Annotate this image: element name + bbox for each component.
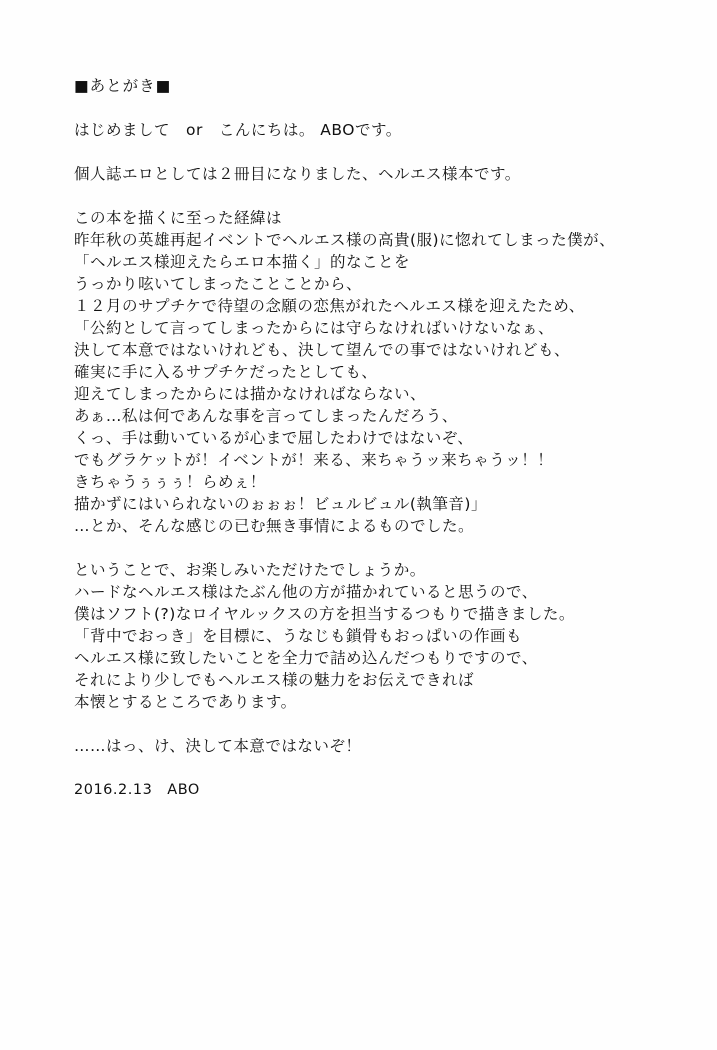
text-line: ヘルエス様に致したいことを全力で詰め込んだつもりですので、 bbox=[74, 649, 538, 667]
spacer bbox=[74, 537, 694, 559]
afterword-title: ■あとがき■ bbox=[74, 77, 172, 95]
text-line: この本を描くに至った経緯は bbox=[74, 209, 283, 227]
text-line: ということで、お楽しみいただけたでしょうか。 bbox=[74, 561, 426, 579]
text-line: 本懐とするところであります。 bbox=[74, 693, 297, 711]
text-line: １２月のサプチケで待望の念願の恋焦がれたヘルエス様を迎えたため、 bbox=[74, 297, 585, 315]
text-line: それにより少しでもヘルエス様の魅力をお伝えできれば bbox=[74, 671, 475, 689]
text-line: でもグラケットが！イベントが！来る、来ちゃうッ来ちゃうッ！！ bbox=[74, 451, 554, 469]
text-line: 「ヘルエス様迎えたらエロ本描く」的なことを bbox=[74, 253, 411, 271]
spacer bbox=[74, 757, 694, 779]
intro-line: 個人誌エロとしては２冊目になりました、ヘルエス様本です。 bbox=[74, 165, 521, 183]
text-line: 迎えてしまったからには描かなければならない、 bbox=[74, 385, 427, 403]
signature-date: 2016.2.13 ABO bbox=[74, 782, 200, 798]
text-line: 「公約として言ってしまったからには守らなければいけないなぁ、 bbox=[74, 319, 555, 337]
text-line: 僕はソフト(?)なロイヤルックスの方を担当するつもりで描きました。 bbox=[74, 605, 575, 623]
text-line: 確実に手に入るサプチケだったとしても、 bbox=[74, 363, 378, 381]
text-line: くっ、手は動いているが心まで屈したわけではないぞ、 bbox=[74, 429, 474, 447]
text-line: 描かずにはいられないのぉぉぉ！ビュルビュル(執筆音)」 bbox=[74, 495, 487, 513]
afterword-text bbox=[74, 75, 694, 801]
spacer bbox=[74, 185, 694, 207]
text-line: 決して本意ではないけれども、決して望んでの事ではないけれども、 bbox=[74, 341, 571, 359]
text-line: きちゃうぅぅぅ！らめぇ！ bbox=[74, 473, 266, 491]
paragraph-background bbox=[74, 207, 694, 537]
text-line: ハードなヘルエス様はたぶん他の方が描かれていると思うので、 bbox=[74, 583, 538, 601]
text-line: …とか、そんな感じの已む無き事情によるものでした。 bbox=[74, 517, 475, 535]
greeting-line: はじめまして or こんにちは。 ABOです。 bbox=[74, 121, 402, 139]
text-line: あぁ…私は何であんな事を言ってしまったんだろう、 bbox=[74, 407, 458, 425]
paragraph-thanks bbox=[74, 559, 694, 713]
spacer bbox=[74, 97, 694, 119]
text-line: 「背中でおっき」を目標に、うなじも鎖骨もおっぱいの作画も bbox=[74, 627, 523, 645]
spacer bbox=[74, 713, 694, 735]
text-line: 昨年秋の英雄再起イベントでヘルエス様の高貴(服)に惚れてしまった僕が、 bbox=[74, 231, 616, 249]
closing-line: ……はっ、け、決して本意ではないぞ！ bbox=[74, 737, 362, 755]
spacer bbox=[74, 141, 694, 163]
text-line: うっかり呟いてしまったことことから、 bbox=[74, 275, 363, 293]
